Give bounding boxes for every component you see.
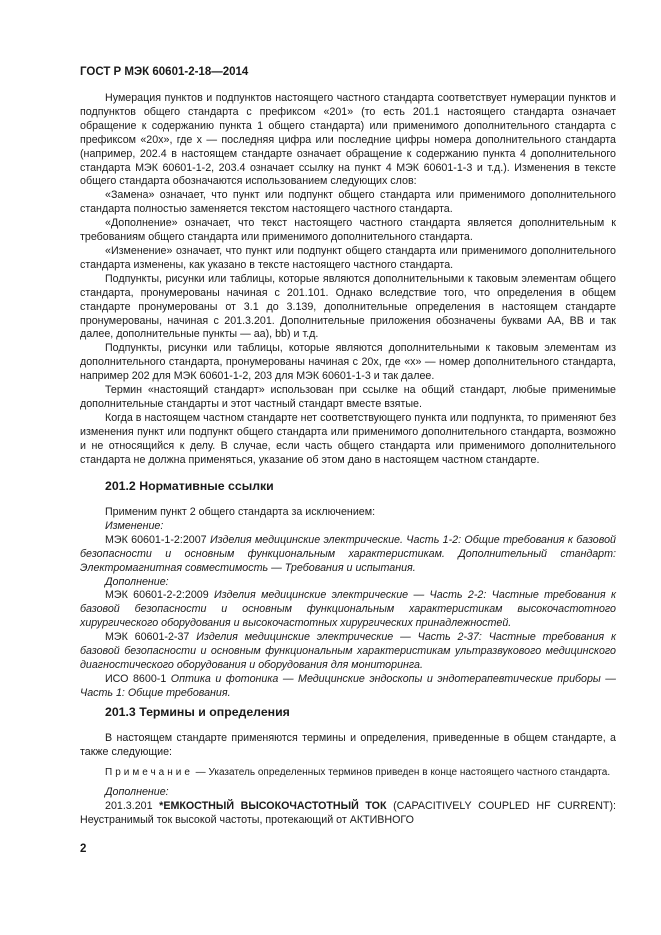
intro-paragraph: «Дополнение» означает, что текст настоящего частного стандарта является дополнительным к требованиям общего стандарта или применимого дополнительного стандарта. [80,217,616,244]
term-definition: (CAPACITIVELY COUPLED HF CURRENT): Неустранимый ток высокой частоты, протекающий от АКТИВНОГО [80,799,616,826]
intro-paragraph: «Замена» означает, что пункт или подпункт общего стандарта или применимого дополнительного стандарта полностью заменяется текстом настоящего частного стандарта. [80,189,616,216]
terms-definitions [80,732,616,827]
change-label: Изменение: [105,519,164,532]
normative-references [80,506,616,701]
section-heading-201-3: 201.3 Термины и определения [105,705,290,719]
term-entry [80,800,616,828]
reference-code: ИСО 8600-1 [105,672,167,685]
reference-code: МЭК 60601-2-37 [105,631,190,644]
note-text: — Указатель определенных терминов приведен в конце настоящего частного стандарта. [192,766,611,778]
addition-label: Дополнение: [105,575,169,588]
reference-item [80,631,616,673]
reference-title: Оптика и фотоника — Медицинские эндоскопы и эндотерапевтические приборы — Часть 1: Общие требования. [80,672,616,699]
document-header: ГОСТ Р МЭК 60601-2-18—2014 [80,66,249,78]
intro-paragraph: Нумерация пунктов и подпунктов настоящего частного стандарта соответствует нумерации пунктов и подпунктов общего стандарта с префиксом «201» (то есть 201.1 настоящего стандарта означает обращение к содержанию пункта 1 общего стандарта) или применимого дополнительного стандарта с префиксом «20x», где x — последняя цифра или последние цифры номера дополнительного стандарта (например, 202.4 в настоящем стандарте означает обращение к содержанию пункта 4 дополнительного стандарта МЭК 60601-1-2, 203.4 означает ссылку на пункт 4 МЭК 60601-1-3 и т.д.). Изменения в тексте общего стандарта обозначаются использованием следующих слов: [80,92,616,188]
reference-item [80,589,616,631]
term-name: *ЕМКОСТНЫЙ ВЫСОКОЧАСТОТНЫЙ ТОК [159,799,387,812]
reference-title: Изделия медицинские электрические — Часть 2-37: Частные требования к базовой безопасности и основным функциональным характеристикам ультразвукового медицинского диагностического оборудования и оборудования для мониторинга. [80,631,616,671]
intro-paragraph: Когда в настоящем частном стандарте нет соответствующего пункта или подпункта, то применяют без изменения пункт или подпункт общего стандарта или применимого дополнительного стандарта, возможно и не относящийся к делу. В случае, если часть общего стандарта или применимого дополнительного стандарта не должна применяться, указание об этом дано в настоящем частном стандарте. [80,411,616,466]
addition-label: Дополнение: [105,785,169,798]
reference-code: МЭК 60601-1-2:2007 [105,533,207,546]
reference-title: Изделия медицинские электрические. Часть 1-2: Общие требования к базовой безопасности и основным функциональным характеристикам. Дополнительный стандарт: Электромагнитная совместимость — Требования и испытания. [80,533,616,574]
reference-code: МЭК 60601-2-2:2009 [105,589,209,602]
reference-title: Изделия медицинские электрические — Часть 2-2: Частные требования к базовой безопасности и основным функциональным характеристикам высокочастотного хирургического оборудования и высокочастотных хирургических принадлежностей. [80,589,616,630]
intro-paragraph: Подпункты, рисунки или таблицы, которые являются дополнительными к таковым элементам из дополнительного стандарта, пронумерованы начиная с 20x, где «x» — номер дополнительного стандарта, например 202 для МЭК 60601-1-2, 203 для МЭК 60601-1-3 и так далее. [80,342,616,383]
note-label: Примечание [105,766,193,778]
intro-text [80,92,616,467]
page-number: 2 [80,843,87,855]
reference-item [80,534,616,576]
reference-item [80,673,616,701]
note-paragraph [80,766,616,780]
apply-paragraph: Применим пункт 2 общего стандарта за исключением: [105,506,376,518]
terms-intro: В настоящем стандарте применяются термины и определения, приведенные в общем стандарте, а также следующие: [80,732,616,758]
intro-paragraph: «Изменение» означает, что пункт или подпункт общего стандарта или применимого дополнительного стандарта изменены, как указано в тексте настоящего частного стандарта. [80,244,616,271]
section-heading-201-2: 201.2 Нормативные ссылки [105,479,274,493]
intro-paragraph: Подпункты, рисунки или таблицы, которые являются дополнительными к таковым элементам общего стандарта, пронумерованы начиная с 201.101. Однако вследствие того, что определения в общем стандарте пронумерованы от 3.1 до 3.139, дополнительные определения в настоящем стандарте пронумерованы, начиная с 201.3.201. Дополнительные приложения обозначены буквами АА, ВВ и так далее, дополнительные пункты — аа), bb) и т.д. [80,272,616,341]
term-number: 201.3.201 [105,799,153,812]
intro-paragraph: Термин «настоящий стандарт» использован при ссылке на общий стандарт, любые применимые дополнительные стандарты и этот частный стандарт вместе взятые. [80,384,616,410]
